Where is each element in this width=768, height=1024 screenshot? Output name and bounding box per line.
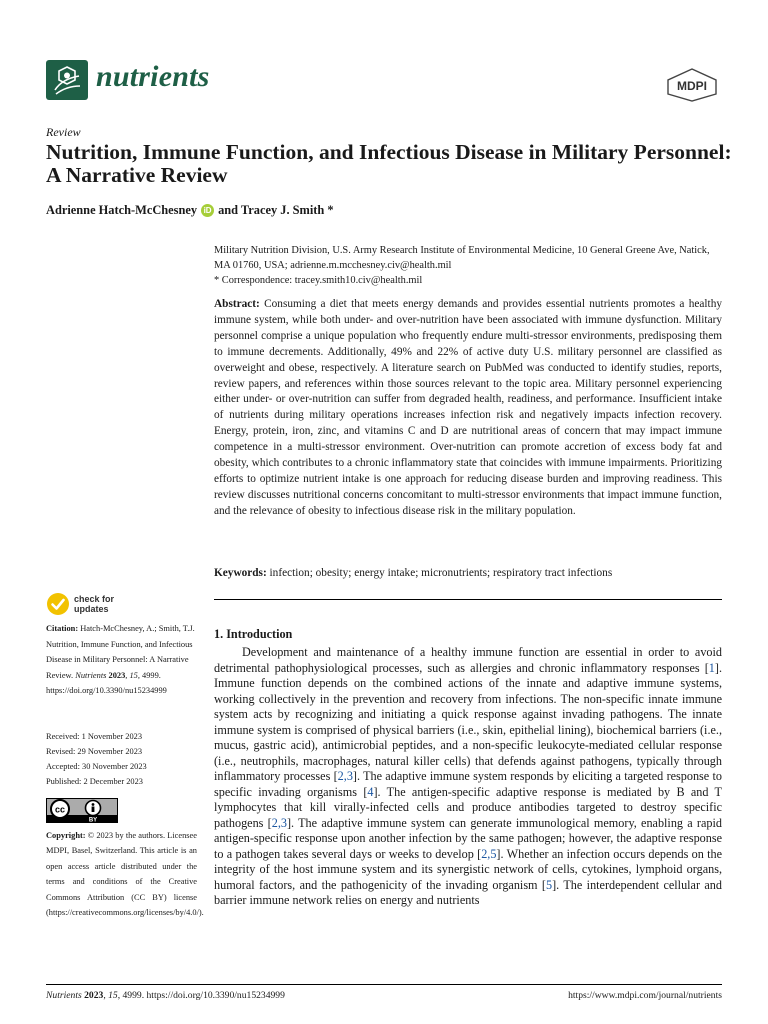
abstract (214, 297, 722, 520)
reference-link[interactable]: 2,5 (481, 846, 497, 861)
orcid-icon[interactable]: iD (201, 204, 214, 217)
abstract-text: Consuming a diet that meets energy demands and provides essential nutrients promotes a healthy immune system, while both under- and over-nutrition have been associated with immune dysfunction. Military personnel comprise a unique population who frequently endure multi-stressor environments, predisposing them to immune decrements. Additionally, 49% and 22% of active duty U.S. military personnel are classified as overweight and obese, respectively. A literature search on PubMed was conducted to identify studies, reports, review papers, and references within those sources relevant to the topic area. Military personnel experiencing either under- or over-nutrition can suffer from degraded health, readiness, and performance. Insufficient intake of nutrients during military operations increases infection risk and negatively impacts infection recovery. Energy, protein, iron, zinc, and vitamins C and D are nutritional areas of concern that may impact immune competence in a multi-stressor environment. Over-nutrition can promote accretion of excess body fat and obesity, which contributes to a chronic inflammatory state that coincides with immune impairments. Prioritizing efforts to optimize nutrient intake is one approach for reducing disease burden and improving readiness. This review discusses nutritional concerns concomitant to multi-stressor environments that impact immune function, and the relevance of obesity to infectious disease risk in the military population. (214, 298, 722, 517)
intro-text: Development and maintenance of a healthy immune function are essential in order to avoid detrimental pathophysiological processes, such as allergies and chronic inflammatory responses [ (214, 645, 722, 675)
abstract-label: Abstract: (214, 298, 260, 310)
affiliation: Military Nutrition Division, U.S. Army Research Institute of Environmental Medicine, 10 General Greene Ave, Natick, MA 01760, USA; adrienne.m.mcchesney.civ@health.mil (214, 245, 710, 271)
author-name-2: and Tracey J. Smith * (218, 203, 334, 217)
footer-journal: Nutrients (46, 990, 82, 1001)
intro-paragraph (214, 645, 722, 909)
reference-link[interactable]: 2,3 (271, 815, 287, 830)
keywords (214, 566, 722, 582)
revised-date: Revised: 29 November 2023 (46, 747, 143, 756)
author-name[interactable]: Adrienne Hatch-McChesney (46, 203, 198, 217)
intro-text: ]. The antigen-specific adaptive response is mediated by B and T lymphocytes that kill virally-infected cells and produce antibodies targeted to destroy specific pathogens [ (214, 784, 722, 830)
footer-citation (46, 990, 285, 1001)
intro-text: ]. The adaptive immune system can generate immunological memory, enabling a rapid antigen-specific response upon another infection by the same pathogen; however, the adaptive response to a pathogen takes several days or weeks to develop [ (214, 815, 722, 861)
article-type: Review (46, 125, 81, 139)
mdpi-logo-icon (666, 68, 718, 102)
reference-link[interactable]: 1 (708, 660, 715, 675)
reference-link[interactable]: 4 (367, 784, 374, 799)
citation-volume: 15 (129, 670, 138, 680)
citation-journal: Nutrients (75, 670, 107, 680)
citation-doi[interactable]: , 4999. https://doi.org/10.3390/nu15234999 (46, 670, 167, 695)
citation-text: Hatch-McChesney, A.; Smith, T.J. Nutrition, Immune Function, and Infectious Disease in Military Personnel: A Narrative Review. (46, 624, 195, 680)
citation-block (46, 621, 196, 699)
reference-link[interactable]: 5 (545, 877, 553, 892)
citation-comma: , (125, 670, 130, 680)
intro-text: ]. The adaptive immune system responds by eliciting a targeted response to specific invading organisms [ (214, 769, 722, 799)
footer-divider (46, 984, 722, 985)
affiliation-block (214, 243, 724, 288)
intro-text: ]. Whether an infection occurs depends on the integrity of the host immune system and its synergistic network of cells, cytokines, lymphoid organs, humoral factors, and the pathogenicity of the invading organism [ (214, 846, 722, 892)
keywords-label: Keywords: (214, 567, 267, 579)
check-for-updates-badge[interactable] (46, 592, 156, 618)
check-updates-text (74, 594, 114, 614)
copyright-block (46, 828, 204, 920)
check-updates-line2: updates (74, 604, 109, 614)
section-heading: 1. Introduction (214, 627, 293, 641)
footer-volume: 15 (108, 990, 118, 1001)
dates-block (46, 729, 196, 789)
author-list (46, 203, 334, 218)
svg-text:cc: cc (54, 804, 66, 815)
copyright-label: Copyright: (46, 831, 86, 840)
citation-year: 2023 (106, 670, 126, 680)
article-title: Nutrition, Immune Function, and Infectious Disease in Military Personnel: A Narrative Review (46, 140, 732, 187)
intro-text: ]. The interdependent cellular and barrier immune network relies on energy and nutrients (214, 877, 722, 907)
reference-link[interactable]: 2,3 (337, 769, 353, 783)
published-date: Published: 2 December 2023 (46, 777, 143, 786)
copyright-text: © 2023 by the authors. Licensee MDPI, Basel, Switzerland. This article is an open access article distributed under the terms and conditions of the Creative Commons Attribution (CC BY) license (https://creativecommons.org/licenses/by/4.0/). (46, 831, 204, 918)
keywords-text: infection; obesity; energy intake; micronutrients; respiratory tract infections (266, 567, 613, 579)
accepted-date: Accepted: 30 November 2023 (46, 762, 147, 771)
journal-name: nutrients (96, 60, 210, 93)
citation-label: Citation: (46, 624, 79, 633)
received-date: Received: 1 November 2023 (46, 732, 143, 741)
correspondence: * Correspondence: tracey.smith10.civ@health.mil (214, 275, 423, 286)
footer-comma: , (103, 990, 109, 1001)
footer-doi[interactable]: , 4999. https://doi.org/10.3390/nu15234999 (117, 990, 285, 1001)
mdpi-logo-text: MDPI (677, 79, 707, 93)
divider (214, 599, 722, 600)
footer-journal-url[interactable]: https://www.mdpi.com/journal/nutrients (568, 990, 722, 1001)
footer-year: 2023 (81, 990, 104, 1001)
intro-text: ]. Immune function depends on the combined actions of the innate and adaptive immune systems, working collectively in the prevention and recovery from infections. The non-specific innate immune system acts by recognizing and initiating a quick response against invading pathogens. The innate immune system is comprised of physical barriers (i.e., skin, epithelial lining), biochemical barriers (i.e., mucus, gastric acid), antimicrobial peptides, and a non-specific leukocyte-mediated cellular response (i.e., neutrophils, macrophages, natural killer cells) that defends against pathogens, typically through inflammatory processes [ (214, 660, 722, 783)
journal-logo-icon (46, 60, 88, 100)
check-updates-icon (46, 592, 70, 616)
check-updates-line1: check for (74, 594, 115, 604)
cc-license-icon[interactable] (46, 798, 118, 823)
cc-by-label: BY (88, 817, 98, 823)
